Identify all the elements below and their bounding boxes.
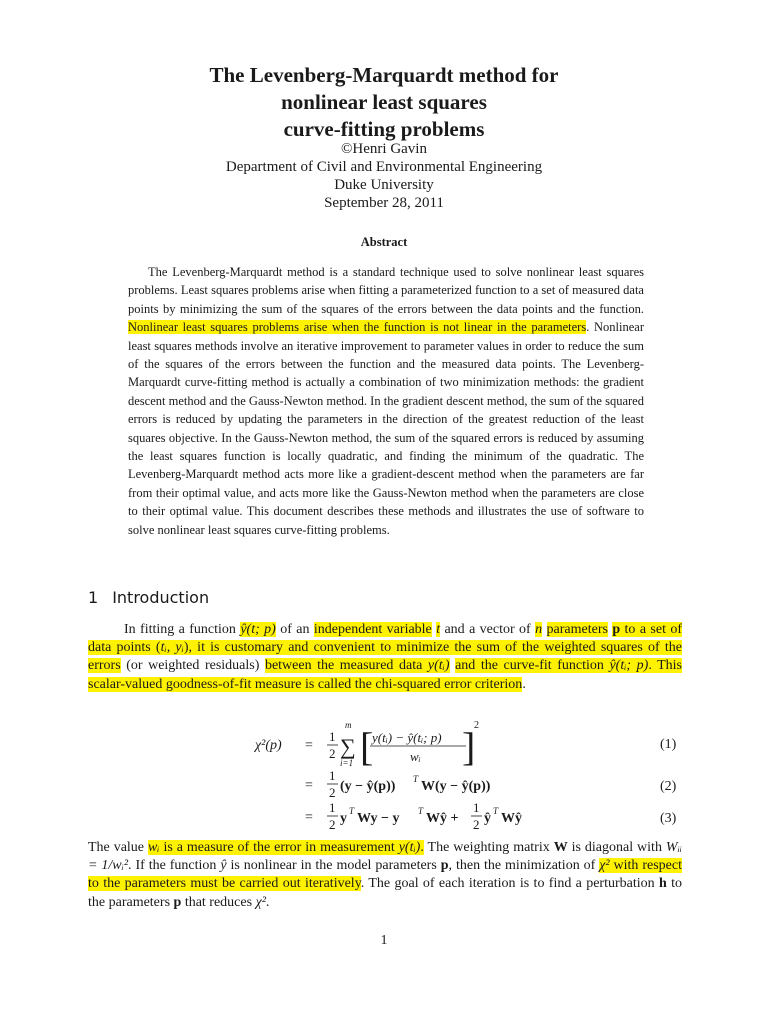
transpose-sup: T: [413, 774, 419, 784]
intro-highlight: . This scalar-valued goodness-of-fit measure is called the chi-squared error criterion: [88, 658, 683, 692]
eq3-part-2: Wy − y: [357, 811, 400, 826]
half-denominator: 2: [473, 817, 480, 832]
math-h-vector: h: [658, 876, 667, 892]
intro-paragraph: [88, 621, 682, 694]
author: ©Henri Gavin: [341, 141, 427, 157]
title-line-3: curve-fitting problems: [283, 117, 485, 141]
half-numerator: 1: [329, 800, 336, 815]
abstract-body: [128, 263, 644, 539]
eq3-part-1: y: [340, 811, 347, 826]
sum-sign: ∑: [340, 734, 356, 759]
date: September 28, 2011: [324, 195, 444, 211]
residual-numerator: y(tᵢ) − ŷ(tᵢ; p): [372, 730, 442, 745]
weighting-paragraph-text: [88, 839, 682, 912]
math-Wii: Wᵢᵢ = 1/wᵢ²: [88, 840, 682, 874]
page-number: 1: [380, 933, 388, 948]
section-number: 1: [88, 588, 99, 607]
math-y-ti: y(tᵢ): [427, 658, 450, 674]
eq2-tail: W(y − ŷ(p)): [421, 779, 491, 794]
intro-paragraph-text: [88, 621, 682, 694]
highlight-independent-variable: independent variable: [313, 622, 432, 637]
section-heading: [88, 588, 209, 607]
para-highlight: .: [420, 840, 424, 855]
abstract-heading: Abstract: [360, 235, 408, 249]
equation-label-3: (3): [660, 811, 677, 826]
residual-denominator: wᵢ: [410, 749, 421, 764]
math-yhat-ti-p: ŷ(tᵢ; p): [609, 658, 649, 674]
equations-svg: [0, 718, 768, 836]
para-text: .: [265, 894, 270, 910]
right-bracket: ]: [462, 724, 476, 769]
para-text: . The goal of each iteration is to find a perturbation: [360, 876, 659, 892]
half-numerator: 1: [329, 768, 336, 783]
eq2-body: (y − ŷ(p)): [340, 779, 396, 794]
half-denominator: 2: [329, 785, 336, 800]
equals-sign: =: [305, 778, 313, 793]
equation-3: [305, 800, 677, 832]
equation-block: [0, 718, 768, 836]
equation-2: [305, 768, 677, 800]
author-block: [100, 140, 668, 212]
transpose-sup: T: [493, 806, 499, 816]
math-chi-squared: χ²: [599, 858, 610, 874]
title-line-1: The Levenberg-Marquardt method for: [209, 63, 559, 87]
eq3-part-3: Wŷ +: [426, 811, 459, 826]
section-title: Introduction: [112, 588, 210, 607]
half-denominator: 2: [329, 746, 336, 761]
math-yhat: ŷ: [220, 858, 227, 874]
intro-text: of an: [275, 622, 314, 637]
sum-upper-limit: m: [345, 720, 352, 730]
math-wi: wᵢ: [147, 840, 160, 855]
equation-1: [253, 720, 677, 769]
math-p-vector: p: [173, 894, 182, 910]
sum-lower-limit: i=1: [340, 758, 354, 768]
intro-text: .: [522, 676, 526, 692]
university: Duke University: [334, 177, 434, 193]
half-numerator: 1: [473, 800, 480, 815]
intro-text: (or weighted residuals): [120, 658, 265, 674]
half-numerator: 1: [329, 729, 336, 744]
para-highlight: is a measure of the error in measurement: [159, 840, 399, 855]
intro-text: In fitting a function: [124, 622, 241, 637]
eq3-part-5: Wŷ: [501, 811, 522, 826]
para-text: is diagonal with: [567, 840, 666, 855]
para-highlight: with respect to the parameters must be carried out iteratively: [88, 858, 682, 892]
math-p-vector: p: [440, 858, 449, 874]
para-text: The value: [88, 840, 148, 855]
chi-squared-lhs: χ²(p): [255, 738, 282, 753]
affiliation: Department of Civil and Environmental Engineering: [225, 159, 543, 175]
para-text: is nonlinear in the model parameters: [226, 858, 441, 874]
transpose-sup: T: [349, 806, 355, 816]
equation-label-2: (2): [660, 779, 677, 794]
math-p-vector: p: [612, 622, 621, 637]
equation-label-1: (1): [660, 737, 677, 752]
equals-sign: =: [305, 738, 313, 753]
intro-highlight: ), it is customary and convenient to minimize the sum of the weighted squares of the errors: [88, 640, 682, 674]
intro-highlight: and the curve-fit function: [455, 658, 610, 674]
math-ti-yi: tᵢ, yᵢ: [160, 640, 184, 656]
math-y-ti: y(tᵢ): [398, 840, 421, 855]
intro-text: and a vector of: [440, 622, 536, 637]
math-yhat-t-p: ŷ(t; p): [240, 622, 276, 637]
square-exponent: 2: [474, 720, 479, 731]
abstract-paragraph: [128, 263, 644, 539]
para-text: to the parameters: [88, 876, 683, 910]
para-text: that reduces: [181, 894, 256, 910]
intro-highlight: between the measured data: [264, 658, 428, 674]
weighting-paragraph: [88, 839, 682, 912]
math-W: W: [553, 840, 568, 855]
abstract-text-1: The Levenberg-Marquardt method is a standard technique used to solve nonlinear least squares problems. Least squares problems arise when fitting a parameterized function to a set of measured data points by minimizing the sum of the squares of the errors between the data points and the function.: [128, 265, 644, 316]
para-text: The weighting matrix: [423, 840, 554, 855]
paper-title: [100, 62, 668, 143]
intro-highlight: to a set of data points (: [88, 622, 683, 656]
math-chi-squared: χ²: [255, 894, 266, 910]
transpose-sup: T: [418, 806, 424, 816]
para-text: , then the minimization of: [448, 858, 600, 874]
math-n: n: [535, 622, 543, 637]
abstract-highlight: Nonlinear least squares problems arise when the function is not linear in the parameters: [128, 320, 587, 335]
title-line-2: nonlinear least squares: [281, 90, 487, 114]
para-text: . If the function: [128, 858, 221, 874]
abstract-text-2: . Nonlinear least squares methods involve an iterative improvement to parameter values in order to reduce the sum of the squares of the errors between the function and the measured data points. The Levenberg-Marquardt curve-fitting method is actually a combination of two minimization methods: the gradient descent method and the Gauss-Newton method. In the gradient descent method, the sum of the squared errors is reduced by updating the parameters in the direction of the greatest reduction of the least squares objective. In the Gauss-Newton method, the sum of the squared errors is reduced by assuming the least squares function is locally quadratic, and finding the minimum of the quadratic. The Levenberg-Marquardt method acts more like a gradient-descent method when the parameters are far from their optimal value, and acts more like the Gauss-Newton method when the parameters are close to their optimal value. This document describes these methods and illustrates the use of software to solve nonlinear least squares curve-fitting problems.: [128, 320, 644, 537]
half-denominator: 2: [329, 817, 336, 832]
left-bracket: [: [360, 724, 374, 769]
eq3-part-4: ŷ: [484, 811, 491, 826]
math-t: t: [436, 622, 441, 637]
equals-sign: =: [305, 810, 313, 825]
highlight-parameters: parameters: [546, 622, 608, 637]
